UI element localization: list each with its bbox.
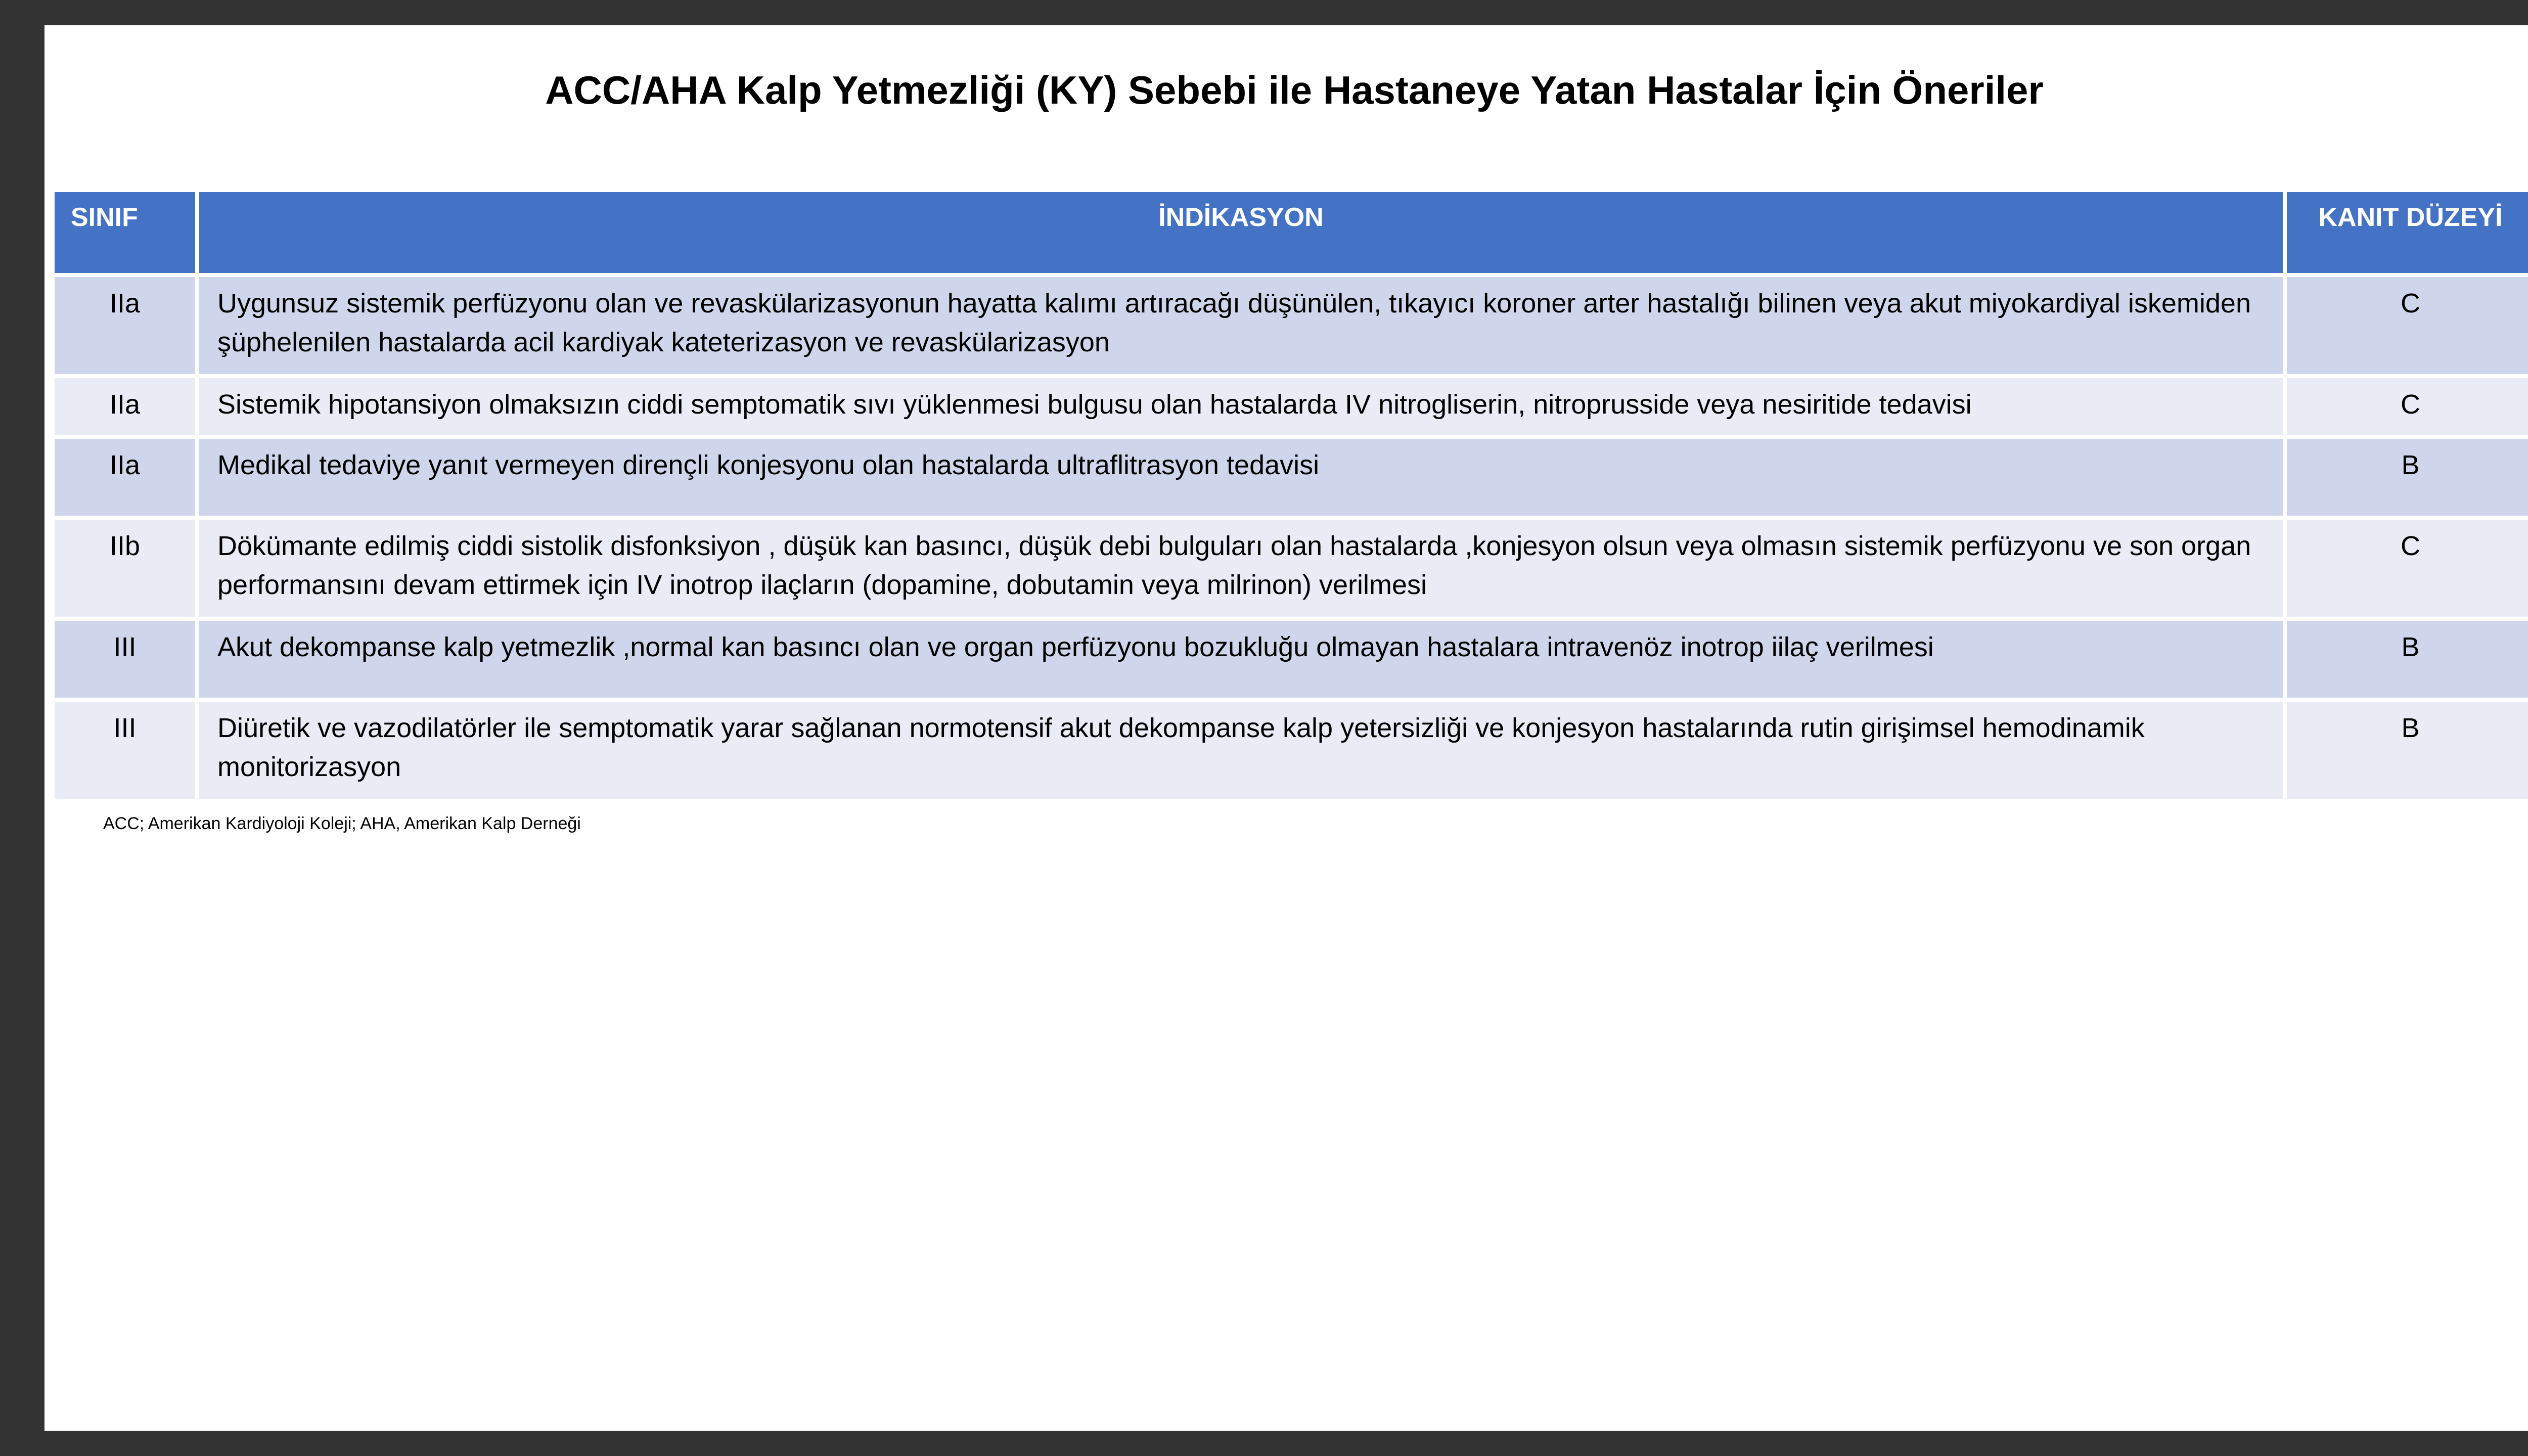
row-indication: Sistemik hipotansiyon olmaksızın ciddi semptomatik sıvı yüklenmesi bulgusu olan hastalarda IV nitrogliserin, nitroprusside veya nesiritide tedavisi: [199, 378, 2287, 439]
row-evidence-level: B: [2287, 621, 2528, 702]
row-evidence-level: B: [2287, 702, 2528, 803]
row-evidence-level: B: [2287, 439, 2528, 520]
slide: [44, 25, 2528, 1431]
header-class: SINIF: [55, 192, 199, 277]
row-class: IIb: [55, 520, 199, 621]
table-row: [55, 439, 2528, 520]
header-indication: İNDİKASYON: [199, 192, 2287, 277]
row-indication: Dökümante edilmiş ciddi sistolik disfonksiyon , düşük kan basıncı, düşük debi bulguları olan hastalarda ,konjesyon olsun veya olmasın sistemik perfüzyonu ve son organ performansını devam ettirmek için IV inotrop ilaçların (dopamine, dobutamin veya milrinon) verilmesi: [199, 520, 2287, 621]
row-evidence-level: C: [2287, 277, 2528, 378]
table-row: [55, 520, 2528, 621]
row-class: III: [55, 621, 199, 702]
slide-title: ACC/AHA Kalp Yetmezliği (KY) Sebebi ile Hastaneye Yatan Hastalar İçin Öneriler: [545, 68, 2044, 112]
header-evidence-level: KANIT DÜZEYİ: [2287, 192, 2528, 277]
row-indication: Uygunsuz sistemik perfüzyonu olan ve revaskülarizasyonun hayatta kalımı artıracağı düşünülen, tıkayıcı koroner arter hastalığı bilinen veya akut miyokardiyal iskemiden şüphelenilen hastalarda acil kardiyak kateterizasyon ve revaskülarizasyon: [199, 277, 2287, 378]
row-class: IIa: [55, 378, 199, 439]
row-indication: Medikal tedaviye yanıt vermeyen dirençli konjesyonu olan hastalarda ultraflitrasyon tedavisi: [199, 439, 2287, 520]
row-evidence-level: C: [2287, 520, 2528, 621]
row-class: IIa: [55, 277, 199, 378]
row-class: IIa: [55, 439, 199, 520]
table-header-row: [55, 192, 2528, 277]
abbreviations-footnote: ACC; Amerikan Kardiyoloji Koleji; AHA, Amerikan Kalp Derneği: [103, 814, 581, 833]
recommendations-table: [55, 192, 2528, 803]
table-row: [55, 277, 2528, 378]
row-indication: Akut dekompanse kalp yetmezlik ,normal kan basıncı olan ve organ perfüzyonu bozukluğu olmayan hastalara intravenöz inotrop iilaç verilmesi: [199, 621, 2287, 702]
row-class: III: [55, 702, 199, 803]
table-row: [55, 621, 2528, 702]
row-indication: Diüretik ve vazodilatörler ile semptomatik yarar sağlanan normotensif akut dekompanse kalp yetersizliği ve konjesyon hastalarında rutin girişimsel hemodinamik monitorizasyon: [199, 702, 2287, 803]
table-row: [55, 702, 2528, 803]
table-row: [55, 378, 2528, 439]
row-evidence-level: C: [2287, 378, 2528, 439]
